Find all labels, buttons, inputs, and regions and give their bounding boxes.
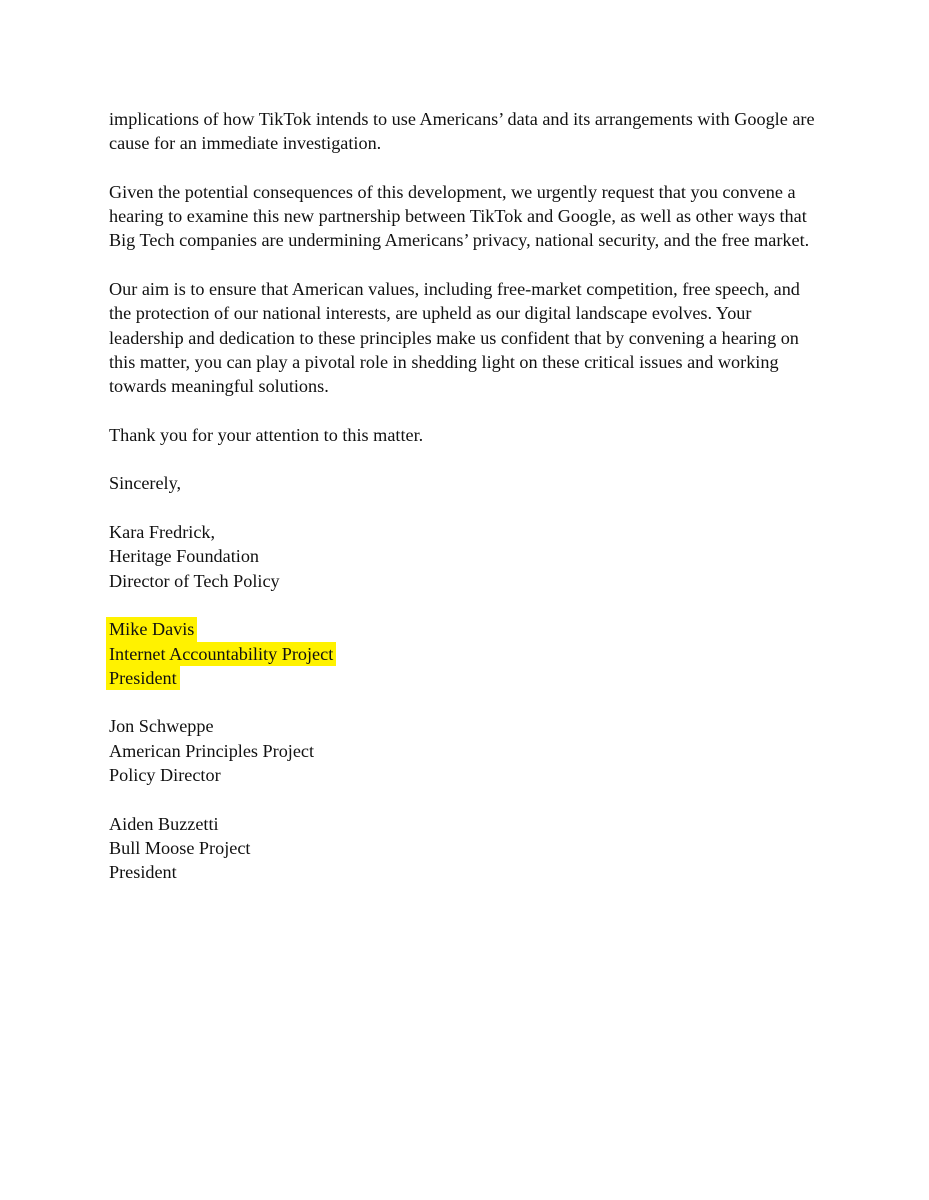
- paragraph-thanks: [109, 423, 844, 447]
- signatory-block: [109, 812, 844, 885]
- signatory-name: Jon Schweppe: [109, 716, 214, 737]
- paragraph-line: Big Tech companies are undermining Americans’ privacy, national security, and the free market.: [109, 230, 810, 251]
- signatory-title: President: [109, 862, 177, 883]
- signatory-organization: American Principles Project: [109, 740, 315, 761]
- signatory-organization: Internet Accountability Project: [106, 642, 336, 666]
- signatory-organization: Bull Moose Project: [109, 837, 251, 858]
- paragraph-line: this matter, you can play a pivotal role in shedding light on these critical issues and working: [109, 351, 779, 372]
- signatory-title: President: [106, 666, 180, 690]
- letter-body: [109, 107, 844, 909]
- paragraph-line: the protection of our national interests, are upheld as our digital landscape evolves. Your: [109, 303, 752, 324]
- signatory-name: Aiden Buzzetti: [109, 813, 219, 834]
- signatory-title: Policy Director: [109, 765, 221, 786]
- signatory-organization: Heritage Foundation: [109, 546, 260, 567]
- signatory-name: Mike Davis: [106, 617, 197, 641]
- paragraph-line: cause for an immediate investigation.: [109, 133, 382, 154]
- paragraph-line: implications of how TikTok intends to use Americans’ data and its arrangements with Google are: [109, 109, 815, 129]
- signatory-block: [109, 714, 844, 787]
- closing: [109, 471, 844, 495]
- signatory-block-highlighted: [109, 617, 844, 690]
- paragraph-line: hearing to examine this new partnership between TikTok and Google, as well as other ways that: [109, 206, 807, 227]
- paragraph-line: Our aim is to ensure that American values, including free-market competition, free speech, and: [109, 279, 800, 300]
- paragraph-aim: [109, 277, 844, 398]
- paragraph-line: Thank you for your attention to this matter.: [109, 424, 424, 445]
- paragraph-line: leadership and dedication to these principles make us confident that by convening a hearing on: [109, 327, 799, 348]
- paragraph-line: towards meaningful solutions.: [109, 376, 329, 397]
- signatory-name: Kara Fredrick,: [109, 522, 216, 543]
- closing-text: Sincerely,: [109, 473, 182, 494]
- signatory-block: [109, 520, 844, 593]
- paragraph-line: Given the potential consequences of this development, we urgently request that you convene a: [109, 181, 796, 202]
- paragraph-hearing-request: [109, 180, 844, 253]
- signatory-title: Director of Tech Policy: [109, 570, 280, 591]
- paragraph-investigation: [109, 107, 844, 156]
